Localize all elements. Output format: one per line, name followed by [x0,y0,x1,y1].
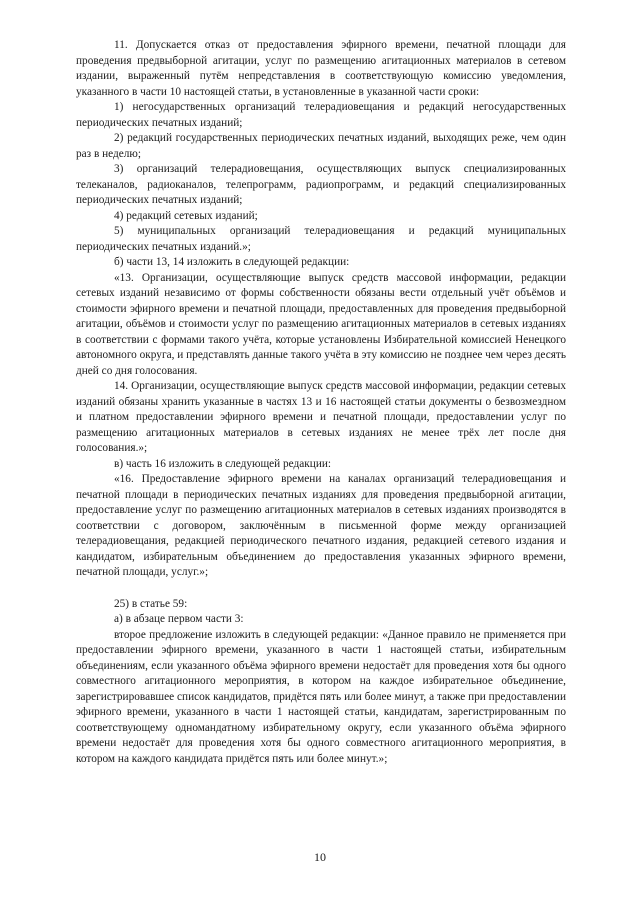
paragraph: 3) организаций телерадиовещания, осуществляющих выпуск специализированных телеканалов, радиоканалов, телепрограмм, радиопрограмм, и редакций специализированных периодических печатных изданий; [76,163,566,206]
paragraph: 5) муниципальных организаций телерадиовещания и редакций муниципальных периодических печатных изданий.»; [76,225,566,253]
paragraph: 2) редакций государственных периодических печатных изданий, выходящих реже, чем один раз в неделю; [76,132,566,160]
paragraph: 25) в статье 59: [114,597,188,610]
paragraph: второе предложение изложить в следующей редакции: «Данное правило не применяется при предоставлении эфирного времени, указанного в части 1 настоящей статьи, избирательным объединениям, если указанного объёма эфирного времени недостаёт для проведения хотя бы одного совместного агитационного мероприятия, в котором на каждое избирательное объединение, зарегистрировавшее список кандидатов, придётся пять или более минут, а также при предоставлении эфирного времени, указанного в части 1 настоящей статьи, кандидатам, зарегистрированным по соответствующему одномандатному избирательному округу, если указанного объёма эфирного времени недостаёт для проведения хотя бы одного совместного агитационного мероприятия, в котором на каждого кандидата придётся пять или более минут.»; [76,628,566,765]
paragraph: 14. Организации, осуществляющие выпуск средств массовой информации, редакции сетевых изданий обязаны хранить указанные в частях 13 и 16 настоящей статьи документы о безвозмездном и платном предоставлении эфирного времени и печатной площади, предоставлении услуг по размещению агитационных материалов в сетевых изданиях не менее трёх лет после дня голосования.»; [76,380,566,454]
paragraph: 1) негосударственных организаций телерадиовещания и редакций негосударственных периодических печатных изданий; [76,101,566,129]
paragraph: в) часть 16 изложить в следующей редакции: [114,457,332,470]
document-body [76,38,566,767]
paragraph: «13. Организации, осуществляющие выпуск средств массовой информации, редакции сетевых изданий независимо от формы собственности обязаны вести отдельный учёт объёмов и стоимости эфирного времени и печатной площади, предоставленных для проведения предвыборной агитации, объёмов и стоимости услуг по размещению агитационных материалов в сетевых изданиях в соответствии с формами такого учёта, которые установлены Избирательной комиссией Ненецкого автономного округа, и представлять данные такого учёта в эту комиссию не позднее чем через десять дней со дня голосования. [76,271,566,377]
paragraph: б) части 13, 14 изложить в следующей редакции: [114,256,350,268]
paragraph: 11. Допускается отказ от предоставления эфирного времени, печатной площади для проведения предвыборной агитации, услуг по размещению агитационных материалов в сетевом издании, выраженный путём непредставления в соответствующую комиссию уведомления, указанного в части 10 настоящей статьи, в установленные в указанной части сроки: [76,39,566,98]
paragraph: а) в абзаце первом части 3: [114,613,244,625]
paragraph: «16. Предоставление эфирного времени на каналах организаций телерадиовещания и печатной площади в периодических печатных изданиях для проведения предвыборной агитации, предоставление услуг по размещению агитационных материалов в сетевых изданиях производятся в соответствии с договором, заключённым в письменной форме между организацией телерадиовещания, редакцией периодического печатного издания, редакцией сетевого издания и кандидатом, избирательным объединением до предоставления указанных эфирного времени, печатной площади, услуг.»; [76,473,566,578]
page-number: 10 [314,850,326,864]
paragraph: 4) редакций сетевых изданий; [114,209,258,222]
